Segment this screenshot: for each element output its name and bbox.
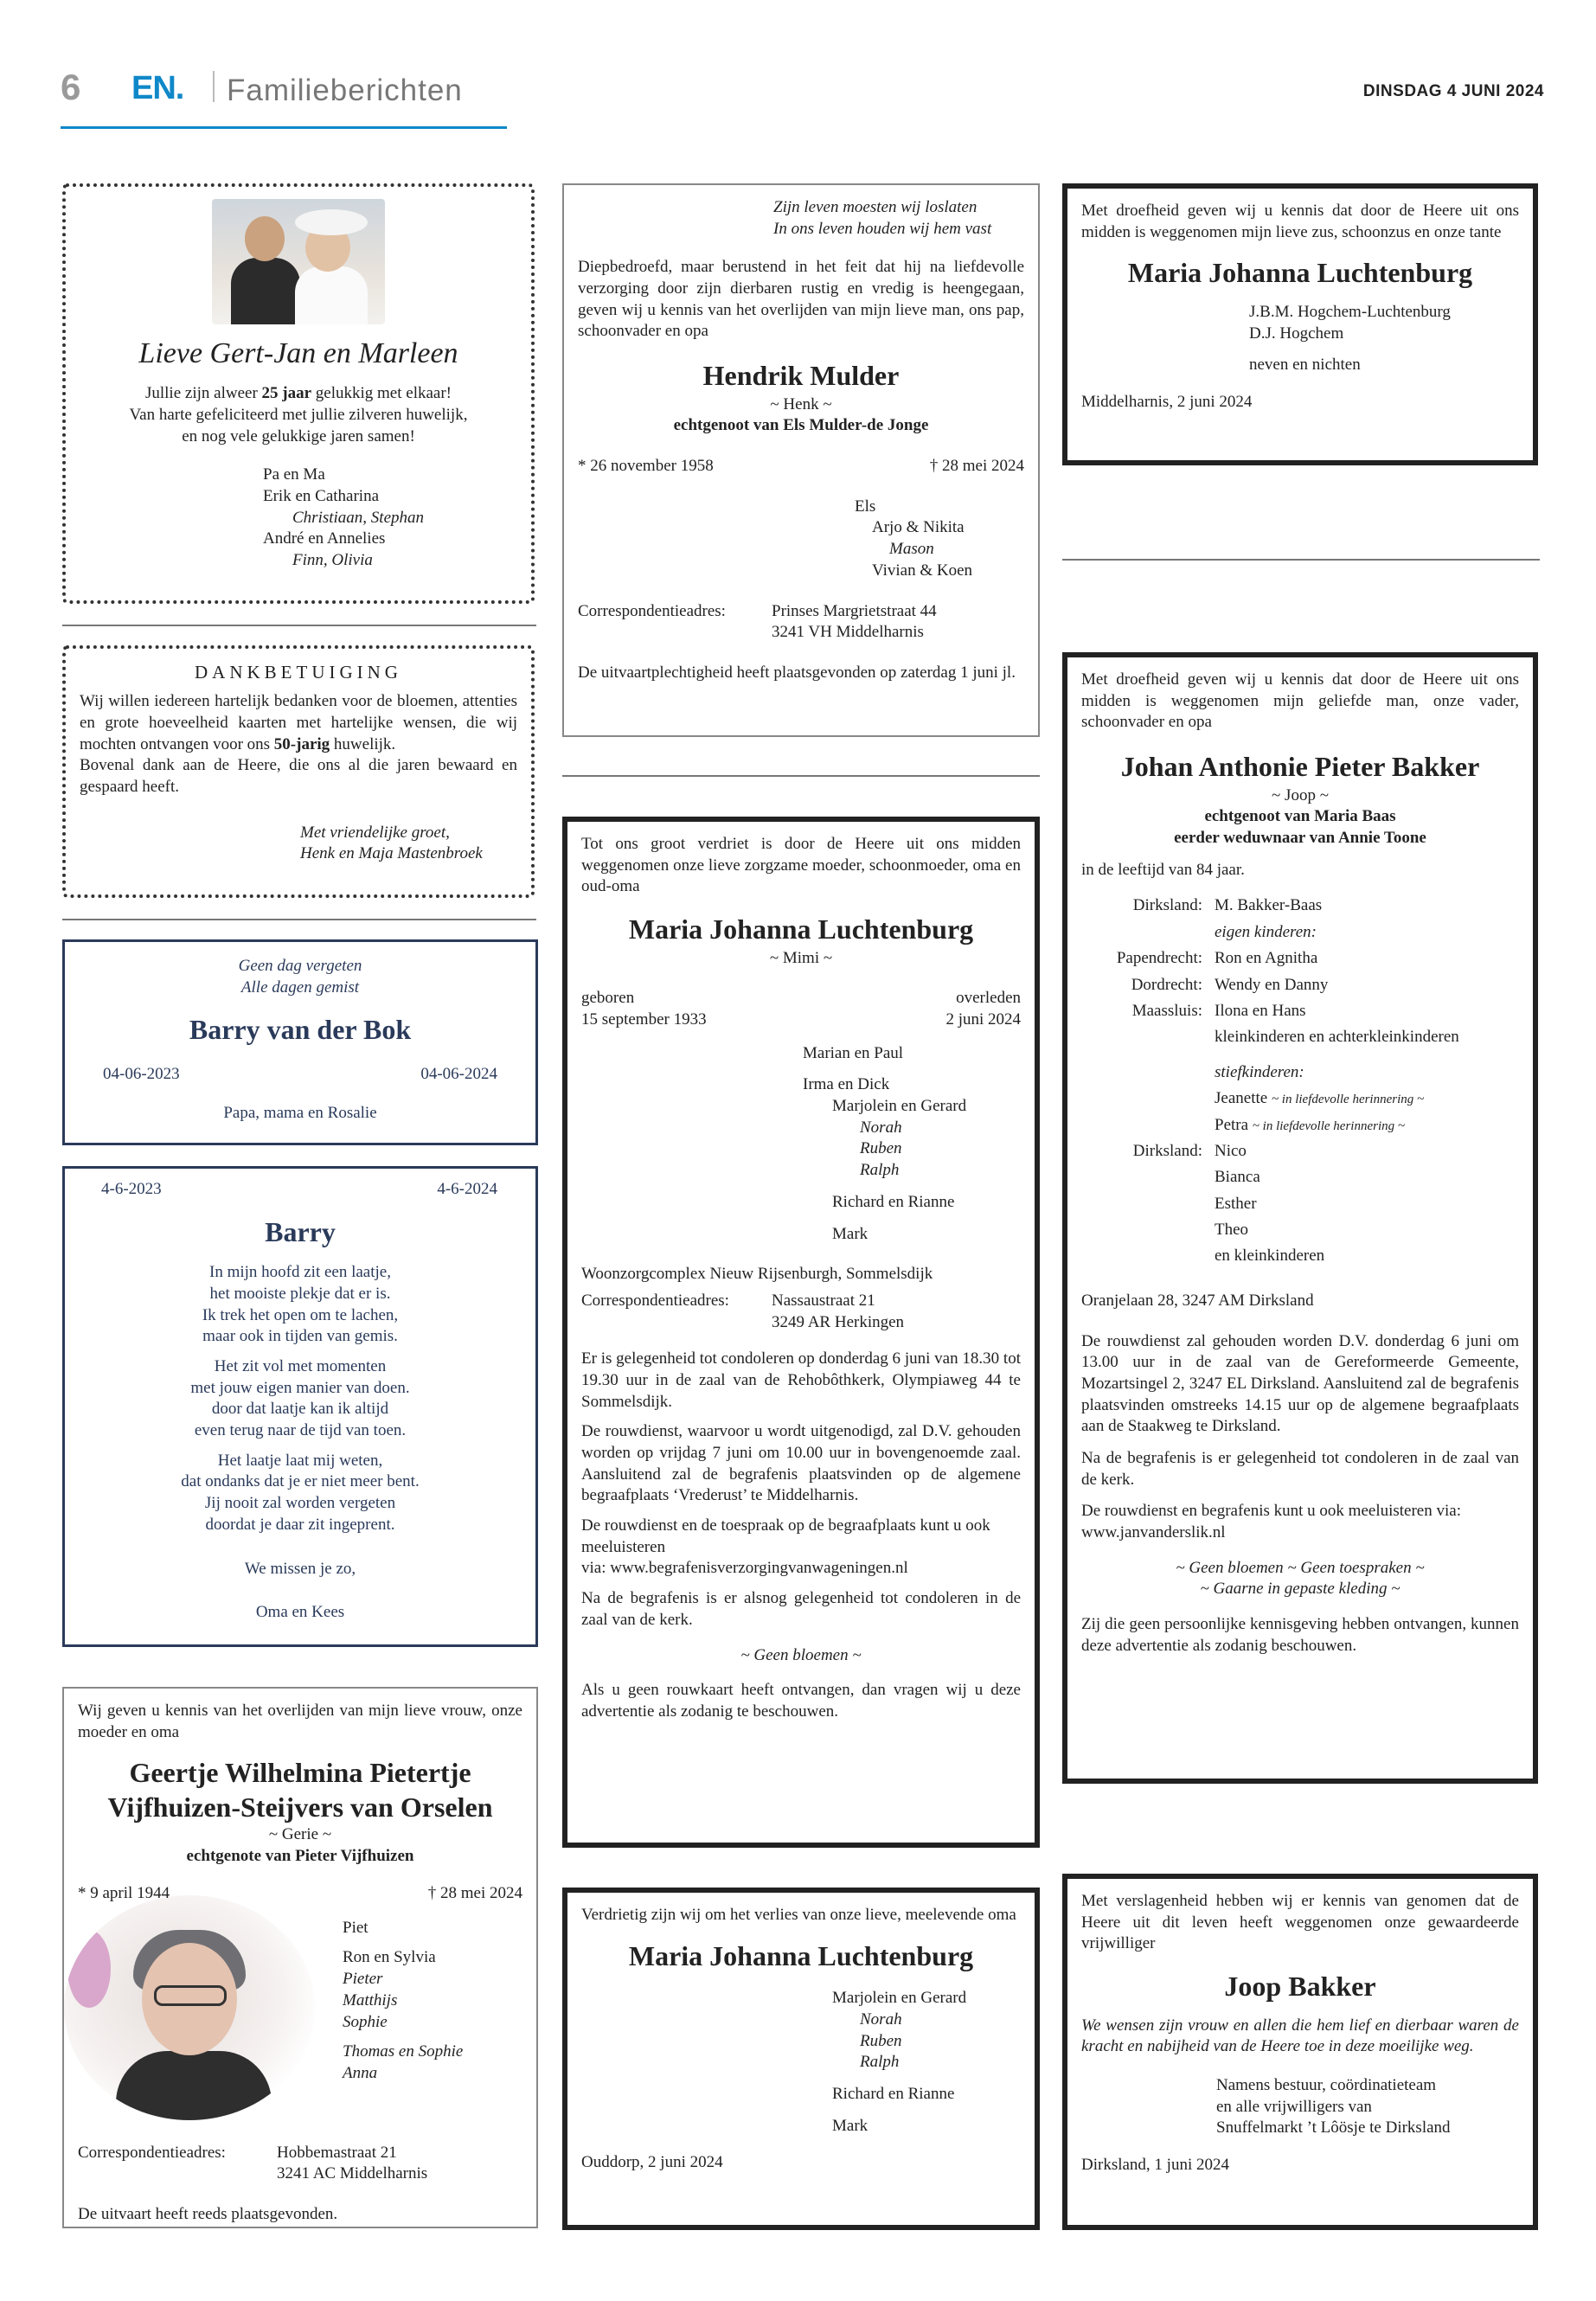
mulder-verse: Zijn leven moesten wij loslaten In ons leven houden wij hem vast	[773, 198, 992, 238]
poem-stanza-1: In mijn hoofd zit een laatje, het mooiste plekje dat er is. Ik trek het open om te lachen, maar ook in tijden van gemis.	[202, 1263, 399, 1346]
newspaper-logo: EN.	[131, 70, 184, 106]
joop-place: Dirksland, 1 juni 2024	[1081, 2156, 1229, 2175]
dank-closing: Met vriendelijke groet, Henk en Maja Mastenbroek	[300, 823, 483, 863]
column-divider	[62, 625, 536, 626]
ad-geertje	[62, 1687, 538, 2228]
bakker-notice: Zij die geen persoonlijke kennisgeving hebben ontvangen, kunnen deze advertentie als zodanig beschouwen.	[1081, 1615, 1519, 1655]
ad-barry-van-der-bok	[62, 939, 538, 1145]
luchtenburg-nickname: ~ Mimi ~	[769, 948, 833, 967]
anniversary-senders: Pa en Ma Erik en Catharina Christiaan, Stephan André en Annelies Finn, Olivia	[263, 465, 425, 569]
mulder-nickname: ~ Henk ~	[770, 394, 832, 413]
issue-date: DINSDAG 4 JUNI 2024	[1362, 82, 1544, 100]
geertje-photo-area	[78, 1883, 522, 2134]
joop-wish: We wensen zijn vrouw en allen die hem lief en dierbaar waren de kracht en nabijheid van de Heere toe in deze moeilijke weg.	[1081, 2016, 1519, 2056]
dank-title: DANKBETUIGING	[195, 662, 402, 683]
poem-miss: We missen je zo,	[244, 1559, 356, 1578]
page-number: 6	[61, 67, 81, 107]
poem-signed: Oma en Kees	[255, 1603, 345, 1622]
oma-family: Marjolein en Gerard Norah Ruben Ralph Richard en Rianne Mark	[832, 1989, 967, 2135]
bakker-spouse: echtgenoot van Maria Baas	[1204, 807, 1396, 826]
poem-dates: 4-6-2023 4-6-2024	[101, 1180, 497, 1198]
mulder-name: Hendrik Mulder	[702, 360, 900, 392]
memorial-line-1: Geen dag vergeten	[238, 957, 362, 975]
header-rule	[61, 126, 507, 129]
dank-text-2: Bovenal dank aan de Heere, die ons al die jaren bewaard en gespaard heeft.	[80, 756, 517, 797]
joop-intro: Met verslagenheid hebben wij er kennis van genomen dat de Heere uit dit leven heeft weggenomen onze gewaardeerde vrijwilliger	[1081, 1892, 1519, 1953]
geertje-name: Geertje Wilhelmina Pietertje Vijfhuizen-Steijvers van Orselen	[107, 1757, 493, 1823]
ad-hendrik-mulder	[562, 183, 1040, 737]
ad-joop-bakker	[1062, 1874, 1538, 2230]
anniversary-title: Lieve Gert-Jan en Marleen	[138, 337, 458, 369]
luchtenburg-notice: Als u geen rouwkaart heeft ontvangen, dan vragen wij u deze advertentie als zodanig te beschouwen.	[581, 1681, 1021, 1721]
bakker-name: Johan Anthonie Pieter Bakker	[1120, 751, 1480, 783]
luchtenburg-dates: geboren 15 september 1933 overleden 2 juni 2024	[581, 989, 1021, 1029]
column-divider	[1062, 559, 1540, 561]
oma-place: Ouddorp, 2 juni 2024	[581, 2153, 723, 2172]
bakker-service: De rouwdienst zal gehouden worden D.V. donderdag 6 juni om 13.00 uur in de zaal van de Gereformeerde Gemeente, Mozartsingel 2, 3247 EL Dirksland. Aansluitend zal de begrafenis plaatsvinden omstreeks 14.15 uur op de algemene begraafplaats aan de Staakweg te Dirksland.	[1081, 1331, 1519, 1436]
anniversary-message: Jullie zijn alweer 25 jaar gelukkig met elkaar! Van harte gefeliciteerd met jullie zilveren huwelijk, en nog vele gelukkige jaren samen!	[129, 384, 468, 445]
geertje-intro: Wij geven u kennis van het overlijden van mijn lieve vrouw, onze moeder en oma	[78, 1702, 522, 1741]
bakker-stream: De rouwdienst en begrafenis kunt u ook meeluisteren via: www.janvanderslik.nl	[1081, 1502, 1461, 1542]
couple-photo	[212, 199, 385, 324]
geertje-spouse: echtgenote van Pieter Vijfhuizen	[186, 1847, 414, 1866]
luchtenburg-stream: De rouwdienst en de toespraak op de begraafplaats kunt u ook meeluisteren via: www.begrafenisverzorgingvanwageningen.nl	[581, 1516, 990, 1578]
oma-intro: Verdrietig zijn wij om het verlies van onze lieve, meelevende oma	[581, 1906, 1016, 1924]
joop-signature: Namens bestuur, coördinatieteam en alle vrijwilligers van Snuffelmarkt ’t Lôösje te Dirksland	[1216, 2076, 1451, 2138]
bakker-condolence: Na de begrafenis is er gelegenheid tot condoleren in de zaal van de kerk.	[1081, 1449, 1519, 1489]
geertje-portrait	[64, 1895, 315, 2120]
bakker-age: in de leeftijd van 84 jaar.	[1081, 860, 1245, 879]
luchtenburg-intro: Tot ons groot verdriet is door de Heere uit ons midden weggenomen onze lieve zorgzame moeder, schoonmoeder, oma en oud-oma	[581, 835, 1021, 896]
geertje-footer: De uitvaart heeft reeds plaatsgevonden.	[78, 2205, 338, 2224]
bakker-address: Oranjelaan 28, 3247 AM Dirksland	[1081, 1291, 1314, 1310]
sister-place: Middelharnis, 2 juni 2024	[1081, 393, 1253, 412]
poem-stanza-2: Het zit vol met momenten met jouw eigen manier van doen. door dat laatje kan ik altijd even terug naar de tijd van toen.	[190, 1357, 410, 1440]
luchtenburg-flowers: ~ Geen bloemen ~	[740, 1645, 862, 1664]
poem-stanza-3: Het laatje laat mij weten, dat ondanks dat je er niet meer bent. Jij nooit zal worden vergeten doordat je daar zit ingeprent.	[181, 1451, 420, 1534]
geertje-address: Correspondentieadres: Hobbemastraat 21 3241 AC Middelharnis	[78, 2143, 428, 2183]
ad-barry-poem	[62, 1166, 538, 1647]
ad-luchtenburg-oma	[562, 1888, 1040, 2230]
luchtenburg-after: Na de begrafenis is er alsnog gelegenheid tot condoleren in de zaal van de kerk.	[581, 1589, 1021, 1629]
luchtenburg-address: Correspondentieadres: Nassaustraat 21 3249 AR Herkingen	[581, 1291, 905, 1331]
memorial-family: Papa, mama en Rosalie	[223, 1103, 377, 1122]
section-title: Familieberichten	[227, 74, 463, 107]
sister-name: Maria Johanna Luchtenburg	[1127, 257, 1473, 289]
poem-name: Barry	[265, 1215, 336, 1247]
geertje-family: Piet Ron en Sylvia Pieter Matthijs Sophie Thomas en Sophie Anna	[343, 1918, 464, 2082]
joop-name: Joop Bakker	[1224, 1971, 1376, 2003]
ad-luchtenburg-family	[562, 817, 1040, 1848]
luchtenburg-location: Woonzorgcomplex Nieuw Rijsenburgh, Sommelsdijk	[581, 1265, 933, 1284]
bakker-family: Dirksland: M. Bakker-Baas eigen kinderen: Papendrecht: Ron en Agnitha Dordrecht: Wendy en Danny Maassluis: Ilona en Hans kleinkinderen en achterkleinkinderen stiefkinderen: Jeanette ~ in liefdevolle herinnering ~ Petra ~ in liefdevolle herinnering ~ Dirksland: Nico Bianca Esther Theo en kleinkinderen	[1116, 896, 1459, 1266]
luchtenburg-family: Marian en Paul Irma en Dick Marjolein en Gerard Norah Ruben Ralph Richard en Rianne Mark	[803, 1043, 967, 1243]
column-divider	[562, 775, 1040, 777]
mulder-dates: * 26 november 1958 † 28 mei 2024	[578, 457, 1024, 476]
bakker-flowers: ~ Geen bloemen ~ Geen toespraken ~ ~ Gaarne in gepaste kleding ~	[1176, 1558, 1425, 1599]
luchtenburg-condolence: Er is gelegenheid tot condoleren op donderdag 6 juni van 18.30 tot 19.30 uur in de zaal van de Rehobôthkerk, Olympiaweg 44 te Sommelsdijk.	[581, 1349, 1021, 1411]
dank-text: Wij willen iedereen hartelijk bedanken voor de bloemen, attenties en grote hoeveelheid kaarten met hartelijke wensen, die wij mochten ontvangen voor ons 50-jarig huwelijk.	[80, 692, 517, 753]
memorial-dates: 04-06-2023 04-06-2024	[103, 1064, 497, 1083]
geertje-dates: * 9 april 1944 † 28 mei 2024	[78, 1883, 522, 1902]
luchtenburg-name: Maria Johanna Luchtenburg	[628, 913, 974, 945]
luchtenburg-service: De rouwdienst, waarvoor u wordt uitgenodigd, zal D.V. gehouden worden op vrijdag 7 juni om 10.00 uur in bovengenoemde zaal. Aansluitend zal de begrafenis plaatsvinden op de algemene begraafplaats ‘Vrederust’ te Middelharnis.	[581, 1422, 1021, 1505]
memorial-line-2: Alle dagen gemist	[240, 977, 360, 997]
sister-intro: Met droefheid geven wij u kennis dat door de Heere uit ons midden is weggenomen mijn lieve zus, schoonzus en onze tante	[1081, 202, 1519, 241]
memorial-name: Barry van der Bok	[189, 1014, 412, 1046]
ad-dankbetuiging	[62, 645, 535, 898]
bakker-nickname: ~ Joop ~	[1272, 785, 1329, 804]
ad-anniversary-25	[62, 183, 535, 604]
header-divider	[213, 71, 215, 102]
geertje-nickname: ~ Gerie ~	[268, 1825, 332, 1844]
column-divider	[62, 919, 536, 920]
bakker-former: eerder weduwnaar van Annie Toone	[1174, 829, 1426, 848]
ad-johan-bakker	[1062, 652, 1538, 1784]
bakker-intro: Met droefheid geven wij u kennis dat door de Heere uit ons midden is weggenomen mijn geliefde man, onze vader, schoonvader en opa	[1081, 670, 1519, 732]
mulder-address: Correspondentieadres: Prinses Margrietstraat 44 3241 VH Middelharnis	[578, 601, 937, 642]
oma-name: Maria Johanna Luchtenburg	[628, 1939, 974, 1971]
sister-family: J.B.M. Hogchem-Luchtenburg D.J. Hogchem neven en nichten	[1249, 302, 1451, 375]
mulder-family: Els Arjo & Nikita Mason Vivian & Koen	[855, 497, 973, 580]
mulder-footer: De uitvaartplechtigheid heeft plaatsgevonden op zaterdag 1 juni jl.	[578, 663, 1016, 682]
ad-luchtenburg-sister	[1062, 183, 1538, 465]
mulder-intro: Diepbedroefd, maar berustend in het feit dat hij na liefdevolle verzorging door zijn dierbaren rustig en vredig is heengegaan, geven wij u kennis van het overlijden van mijn lieve man, ons pap, schoonvader en opa	[578, 258, 1024, 341]
mulder-spouse: echtgenoot van Els Mulder-de Jonge	[673, 416, 929, 435]
